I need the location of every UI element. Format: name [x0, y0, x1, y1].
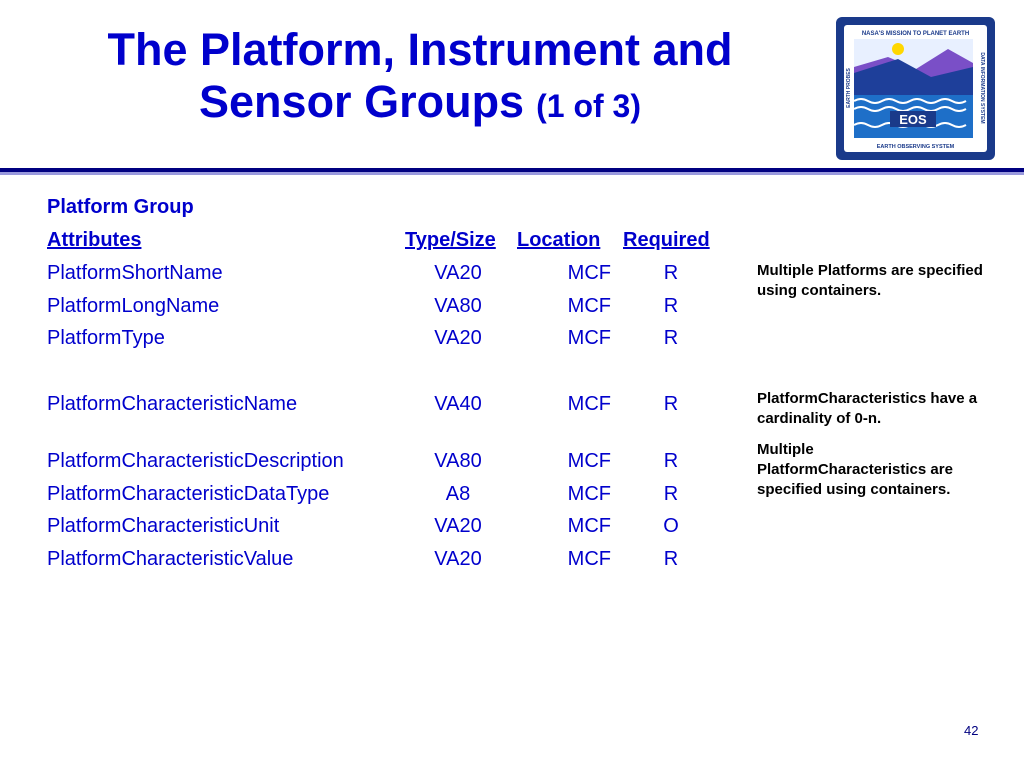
attr-required: R [663, 450, 679, 472]
note-multiple-characteristics: Multiple PlatformCharacteristics are specified using containers. [757, 441, 953, 498]
attr-location: MCF [567, 262, 611, 284]
attr-required: R [663, 483, 679, 505]
header-required: Required [623, 229, 710, 251]
attr-type: A8 [445, 483, 471, 505]
header-attributes: Attributes [47, 229, 142, 251]
title-line-2 [0, 76, 840, 132]
attr-required: R [663, 262, 679, 284]
title-main: Sensor Groups [199, 76, 525, 127]
sun-icon [892, 43, 904, 55]
note-multiple-platforms: Multiple Platforms are specified using containers. [757, 262, 983, 299]
attr-location: MCF [567, 327, 611, 349]
attr-required: R [663, 548, 679, 570]
attr-location: MCF [567, 393, 611, 415]
attr-location: MCF [567, 450, 611, 472]
attr-location: MCF [567, 515, 611, 537]
attr-name: PlatformCharacteristicName [47, 393, 298, 415]
header-location: Location [517, 229, 601, 251]
attr-location: MCF [567, 295, 611, 317]
attr-name: PlatformShortName [47, 262, 223, 284]
eos-logo [836, 17, 995, 160]
attr-required: R [663, 295, 679, 317]
attr-name: PlatformCharacteristicValue [47, 548, 294, 570]
attr-name: PlatformLongName [47, 295, 220, 317]
attr-name: PlatformCharacteristicDataType [47, 483, 330, 505]
attr-name: PlatformType [47, 327, 165, 349]
attr-location: MCF [567, 483, 611, 505]
logo-right-text: DATA INFORMATION SYSTEM [979, 52, 985, 124]
logo-bottom-text: EARTH OBSERVING SYSTEM [876, 144, 955, 150]
attr-type: VA20 [434, 262, 482, 284]
note-cardinality: PlatformCharacteristics have a cardinality of 0-n. [757, 390, 978, 427]
attr-type: VA20 [434, 548, 482, 570]
title-subtitle: (1 of 3) [536, 88, 641, 124]
header-type-size: Type/Size [405, 229, 496, 251]
attr-type: VA80 [434, 450, 482, 472]
attr-name: PlatformCharacteristicUnit [47, 515, 280, 537]
slide-title [0, 24, 840, 132]
page-number: 42 [964, 723, 979, 738]
attr-location: MCF [567, 548, 611, 570]
attr-type: VA20 [434, 515, 482, 537]
logo-eos-text: EOS [899, 112, 927, 127]
logo-top-text: NASA'S MISSION TO PLANET EARTH [861, 31, 970, 37]
attr-type: VA80 [434, 295, 482, 317]
group-label: Platform Group [47, 196, 194, 218]
attr-name: PlatformCharacteristicDescription [47, 450, 344, 472]
title-divider-shadow [0, 172, 1024, 175]
logo-left-text: EARTH PROBES [846, 68, 852, 108]
attr-type: VA40 [434, 393, 482, 415]
attr-required: R [663, 327, 679, 349]
attr-required: O [663, 515, 679, 537]
title-line-1: The Platform, Instrument and [107, 24, 733, 75]
attr-type: VA20 [434, 327, 482, 349]
attr-required: R [663, 393, 679, 415]
